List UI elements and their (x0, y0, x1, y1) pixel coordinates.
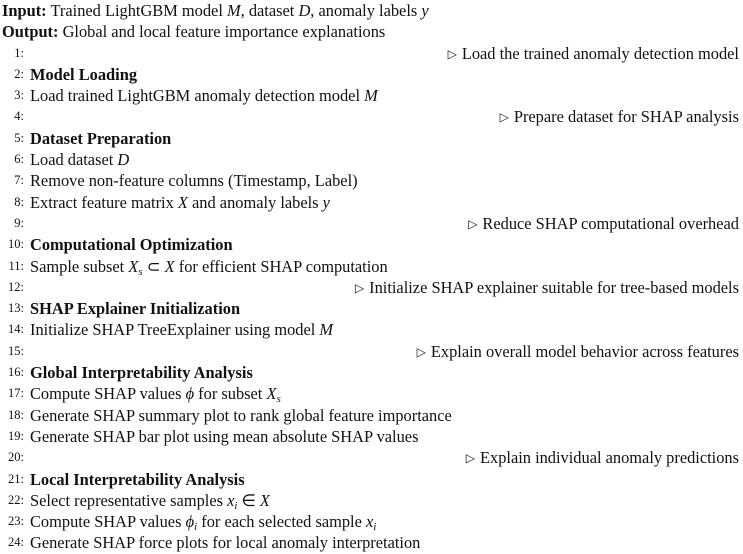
statement-text: for subset (198, 384, 263, 404)
math-var: x (227, 490, 235, 510)
line-number: 10: (8, 237, 24, 252)
algo-line (0, 149, 743, 170)
statement: Remove non-feature columns (Timestamp, Label) (30, 171, 358, 191)
math-subscript: i (373, 521, 377, 534)
algo-line (0, 490, 743, 511)
line-number: 8: (14, 194, 24, 209)
statement: Generate SHAP bar plot using mean absolute SHAP values (30, 426, 419, 446)
algo-line (0, 405, 743, 426)
math-var: ϕ (185, 384, 195, 404)
statement-text: Compute SHAP values (30, 384, 182, 404)
math-var: X (259, 490, 270, 510)
algo-line (0, 532, 743, 553)
math-var: X (177, 192, 188, 212)
statement (30, 319, 333, 340)
math-var: X (266, 384, 277, 404)
comment-text: Reduce SHAP computational overhead (482, 213, 739, 233)
input-label: Input: (2, 1, 47, 20)
line-number: 7: (14, 173, 24, 188)
algo-line (0, 319, 743, 340)
line-number: 21: (8, 471, 24, 486)
math-var: M (319, 320, 334, 340)
comment-triangle-icon: ▷ (468, 216, 478, 231)
line-number: 23: (8, 514, 24, 529)
comment-triangle-icon: ▷ (465, 451, 475, 466)
statement-text: Extract feature matrix (30, 192, 174, 212)
comment-text: Explain overall model behavior across features (430, 341, 739, 361)
comment-triangle-icon: ▷ (416, 344, 426, 359)
line-number: 1: (14, 45, 24, 60)
statement-text: Sample subset (30, 256, 125, 276)
output-line (0, 21, 743, 42)
comment (468, 213, 739, 236)
comment-triangle-icon: ▷ (499, 110, 509, 125)
math-subscript: i (234, 499, 238, 512)
math-subscript: s (276, 393, 281, 406)
statement (30, 85, 378, 106)
line-number: 12: (8, 279, 24, 294)
algo-line (0, 447, 743, 468)
math-var: M (226, 1, 241, 20)
statement (30, 511, 376, 532)
math-var: X (164, 256, 175, 276)
comment-triangle-icon: ▷ (447, 46, 457, 61)
line-number: 2: (14, 66, 24, 81)
math-var: X (128, 256, 139, 276)
comment (448, 43, 739, 66)
line-number: 4: (14, 109, 24, 124)
comment-text: Explain individual anomaly predictions (479, 448, 739, 468)
math-var: y (421, 1, 429, 20)
line-number: 16: (8, 365, 24, 380)
line-number: 17: (8, 386, 24, 401)
algo-line (0, 256, 743, 277)
section-heading: Global Interpretability Analysis (30, 363, 253, 383)
line-number: 15: (8, 343, 24, 358)
line-number: 3: (14, 88, 24, 103)
math-operator: ⊂ (146, 256, 161, 276)
math-subscript: s (138, 265, 143, 278)
statement (30, 149, 129, 170)
input-text: , dataset (240, 1, 295, 20)
math-operator: ∈ (241, 490, 256, 510)
section-heading: Computational Optimization (30, 235, 233, 255)
algo-line (0, 43, 743, 64)
section-heading: SHAP Explainer Initialization (30, 299, 241, 319)
math-var: y (322, 192, 330, 212)
section-heading: Local Interpretability Analysis (30, 469, 245, 489)
algo-line (0, 341, 743, 362)
comment (417, 341, 739, 364)
algo-line (0, 383, 743, 404)
line-number: 18: (8, 407, 24, 422)
line-number: 6: (14, 152, 24, 167)
algo-line (0, 85, 743, 106)
output-text: Global and local feature importance explanations (62, 22, 386, 42)
line-number: 24: (8, 535, 24, 550)
algo-line (0, 511, 743, 532)
algo-line (0, 192, 743, 213)
statement (30, 192, 330, 213)
comment (355, 277, 739, 300)
math-var: x (365, 512, 374, 532)
comment (466, 447, 739, 470)
input-text: Trained LightGBM model (50, 1, 223, 20)
line-number: 22: (8, 492, 24, 507)
algo-line (0, 234, 743, 255)
comment-text: Load the trained anomaly detection model (461, 43, 739, 63)
statement (30, 490, 270, 511)
line-number: 14: (8, 322, 24, 337)
statement-text: for each selected sample (201, 512, 362, 532)
comment-text: Prepare dataset for SHAP analysis (513, 107, 739, 127)
comment (500, 106, 739, 129)
statement (30, 383, 281, 404)
comment-triangle-icon: ▷ (354, 280, 365, 295)
math-var: ϕ (185, 512, 195, 532)
statement-text: for efficient SHAP computation (178, 256, 388, 276)
line-number: 9: (14, 215, 24, 230)
input-line (0, 0, 743, 21)
section-heading: Model Loading (30, 64, 138, 84)
statement-text: Load trained LightGBM anomaly detection model (30, 86, 361, 106)
statement-text: Load dataset (30, 150, 114, 170)
algo-line (0, 213, 743, 234)
math-var: D (117, 150, 130, 170)
line-number: 11: (8, 258, 24, 273)
statement: Generate SHAP force plots for local anomaly interpretation (30, 533, 421, 553)
statement: Generate SHAP summary plot to rank global feature importance (30, 405, 452, 425)
algo-line (0, 362, 743, 383)
algo-line (0, 128, 743, 149)
statement (30, 256, 388, 277)
algo-line (0, 426, 743, 447)
section-heading: Dataset Preparation (30, 128, 172, 148)
line-number: 13: (8, 301, 24, 316)
algo-line (0, 170, 743, 191)
input-text: , anomaly labels (310, 1, 418, 20)
math-var: M (364, 86, 378, 106)
line-number: 5: (14, 130, 24, 145)
algo-line (0, 298, 743, 319)
output-label: Output: (2, 22, 59, 42)
statement-text: and anomaly labels (192, 192, 319, 212)
algo-line (0, 277, 743, 298)
statement-text: Compute SHAP values (30, 512, 182, 532)
math-var: D (298, 1, 311, 20)
math-subscript: i (194, 521, 198, 534)
algo-line (0, 469, 743, 490)
comment-text: Initialize SHAP explainer suitable for tree-based models (369, 277, 739, 297)
statement-text: Select representative samples (30, 490, 223, 510)
algo-line (0, 106, 743, 127)
algo-line (0, 64, 743, 85)
line-number: 19: (8, 428, 24, 443)
line-number: 20: (8, 450, 24, 465)
statement-text: Initialize SHAP TreeExplainer using model (30, 320, 316, 340)
